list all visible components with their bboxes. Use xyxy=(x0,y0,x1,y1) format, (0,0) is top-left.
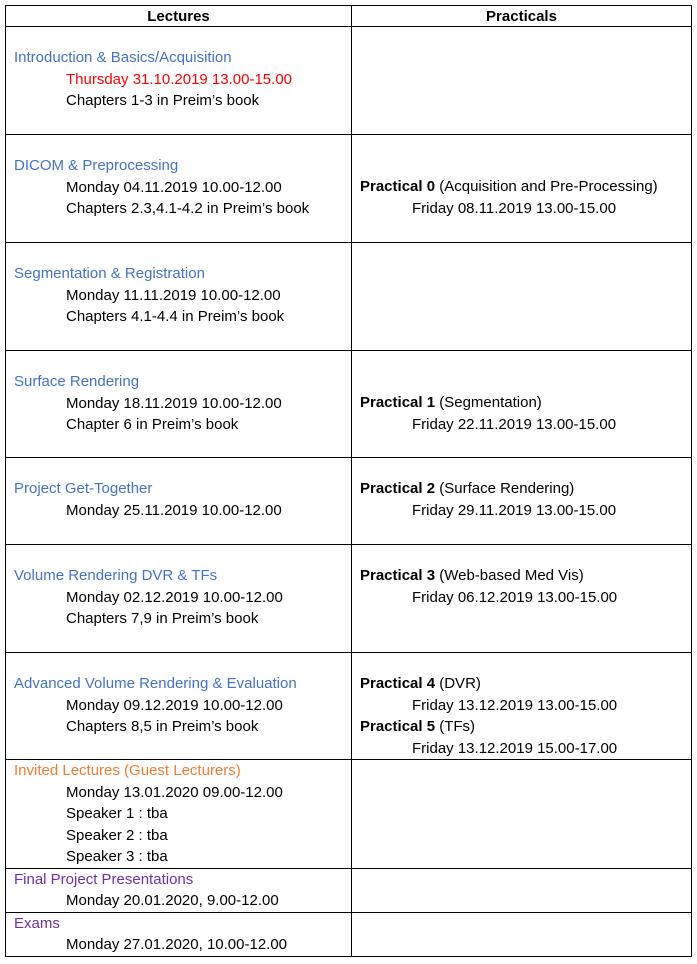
practical-name: Practical 2 xyxy=(360,480,436,497)
lecture-title: Exams xyxy=(14,914,60,932)
lecture-date: Monday 13.01.2020 09.00-12.00 xyxy=(66,783,283,801)
lecture-title: Surface Rendering xyxy=(14,373,140,390)
lecture-date: Thursday 31.10.2019 13.00-15.00 xyxy=(66,70,293,88)
practical-heading xyxy=(360,565,691,587)
practical-cell xyxy=(352,351,692,458)
lecture-title: Volume Rendering DVR & TFs xyxy=(14,567,218,584)
practical-cell xyxy=(352,912,692,956)
lecture-date: Monday 18.11.2019 10.00-12.00 xyxy=(66,394,282,412)
practical-topic: (Segmentation) xyxy=(435,394,542,411)
lecture-chapters: Chapters 8,5 in Preim’s book xyxy=(66,718,259,735)
table-row xyxy=(6,760,692,869)
practical-cell xyxy=(352,545,692,653)
speaker-line: Speaker 2 : tba xyxy=(66,826,168,844)
practical-heading xyxy=(360,392,691,414)
lecture-chapters: Chapters 2.3,4.1-4.2 in Preim’s book xyxy=(66,200,310,217)
lecture-chapters: Chapters 4.1-4.4 in Preim’s book xyxy=(66,308,285,325)
practical-topic: (Surface Rendering) xyxy=(435,480,575,497)
practical-cell xyxy=(352,243,692,351)
lecture-chapters: Chapter 6 in Preim’s book xyxy=(66,416,239,433)
lecture-cell xyxy=(6,135,352,243)
practical-cell xyxy=(352,458,692,545)
practical-date: Friday 08.11.2019 13.00-15.00 xyxy=(412,199,617,217)
lecture-cell xyxy=(6,868,352,912)
lecture-cell xyxy=(6,653,352,760)
lecture-cell xyxy=(6,760,352,869)
lectures-header: Lectures xyxy=(6,6,352,27)
practical-name: Practical 0 xyxy=(360,178,436,195)
practical-heading xyxy=(360,176,691,198)
practical-cell xyxy=(352,653,692,760)
practical-name: Practical 1 xyxy=(360,394,436,411)
practical-cell xyxy=(352,27,692,135)
practical-cell xyxy=(352,868,692,912)
lecture-date: Monday 04.11.2019 10.00-12.00 xyxy=(66,178,282,196)
lecture-date: Monday 09.12.2019 10.00-12.00 xyxy=(66,696,283,714)
lecture-date: Monday 25.11.2019 10.00-12.00 xyxy=(66,501,282,519)
table-row xyxy=(6,27,692,135)
table-row xyxy=(6,135,692,243)
practical-cell xyxy=(352,135,692,243)
lecture-cell xyxy=(6,27,352,135)
speaker-line: Speaker 3 : tba xyxy=(66,848,168,865)
table-row xyxy=(6,243,692,351)
lecture-title: Invited Lectures (Guest Lecturers) xyxy=(14,762,241,779)
practical-topic: (Web-based Med Vis) xyxy=(435,567,584,584)
lecture-title: Final Project Presentations xyxy=(14,870,194,888)
lecture-title: Introduction & Basics/Acquisition xyxy=(14,49,232,66)
practical-heading xyxy=(360,716,691,738)
table-row xyxy=(6,545,692,653)
header-row xyxy=(6,6,692,27)
lecture-title: Project Get-Together xyxy=(14,480,153,497)
practical-name: Practical 3 xyxy=(360,567,436,584)
practical-date: Friday 06.12.2019 13.00-15.00 xyxy=(412,588,618,606)
practical-topic: (Acquisition and Pre-Processing) xyxy=(435,178,658,195)
practical-date: Friday 13.12.2019 15.00-17.00 xyxy=(412,739,618,757)
practical-name: Practical 5 xyxy=(360,718,436,735)
lecture-cell xyxy=(6,243,352,351)
lecture-cell xyxy=(6,458,352,545)
practical-topic: (TFs) xyxy=(435,718,476,735)
practicals-header: Practicals xyxy=(352,6,692,27)
lecture-cell xyxy=(6,912,352,956)
speaker-line: Speaker 1 : tba xyxy=(66,805,168,822)
lecture-date: Monday 27.01.2020, 10.00-12.00 xyxy=(66,936,288,953)
table-row xyxy=(6,458,692,545)
practical-heading xyxy=(360,478,691,500)
lecture-date: Monday 11.11.2019 10.00-12.00 xyxy=(66,286,281,304)
lecture-cell xyxy=(6,351,352,458)
lecture-chapters: Chapters 7,9 in Preim’s book xyxy=(66,610,259,627)
lecture-date: Monday 20.01.2020, 9.00-12.00 xyxy=(66,892,279,909)
practical-date: Friday 13.12.2019 13.00-15.00 xyxy=(412,696,618,714)
lecture-title: Advanced Volume Rendering & Evaluation xyxy=(14,675,297,692)
schedule-table xyxy=(5,5,692,957)
practical-date: Friday 29.11.2019 13.00-15.00 xyxy=(412,501,617,519)
lecture-date: Monday 02.12.2019 10.00-12.00 xyxy=(66,588,283,606)
practical-heading xyxy=(360,673,691,695)
table-row xyxy=(6,351,692,458)
practical-cell xyxy=(352,760,692,869)
lecture-cell xyxy=(6,545,352,653)
practical-topic: (DVR) xyxy=(435,675,481,692)
table-row xyxy=(6,912,692,956)
lecture-title: Segmentation & Registration xyxy=(14,265,205,282)
practical-date: Friday 22.11.2019 13.00-15.00 xyxy=(412,415,617,433)
lecture-title: DICOM & Preprocessing xyxy=(14,157,179,174)
table-row xyxy=(6,653,692,760)
table-row xyxy=(6,868,692,912)
lecture-chapters: Chapters 1-3 in Preim’s book xyxy=(66,92,260,109)
practical-name: Practical 4 xyxy=(360,675,436,692)
